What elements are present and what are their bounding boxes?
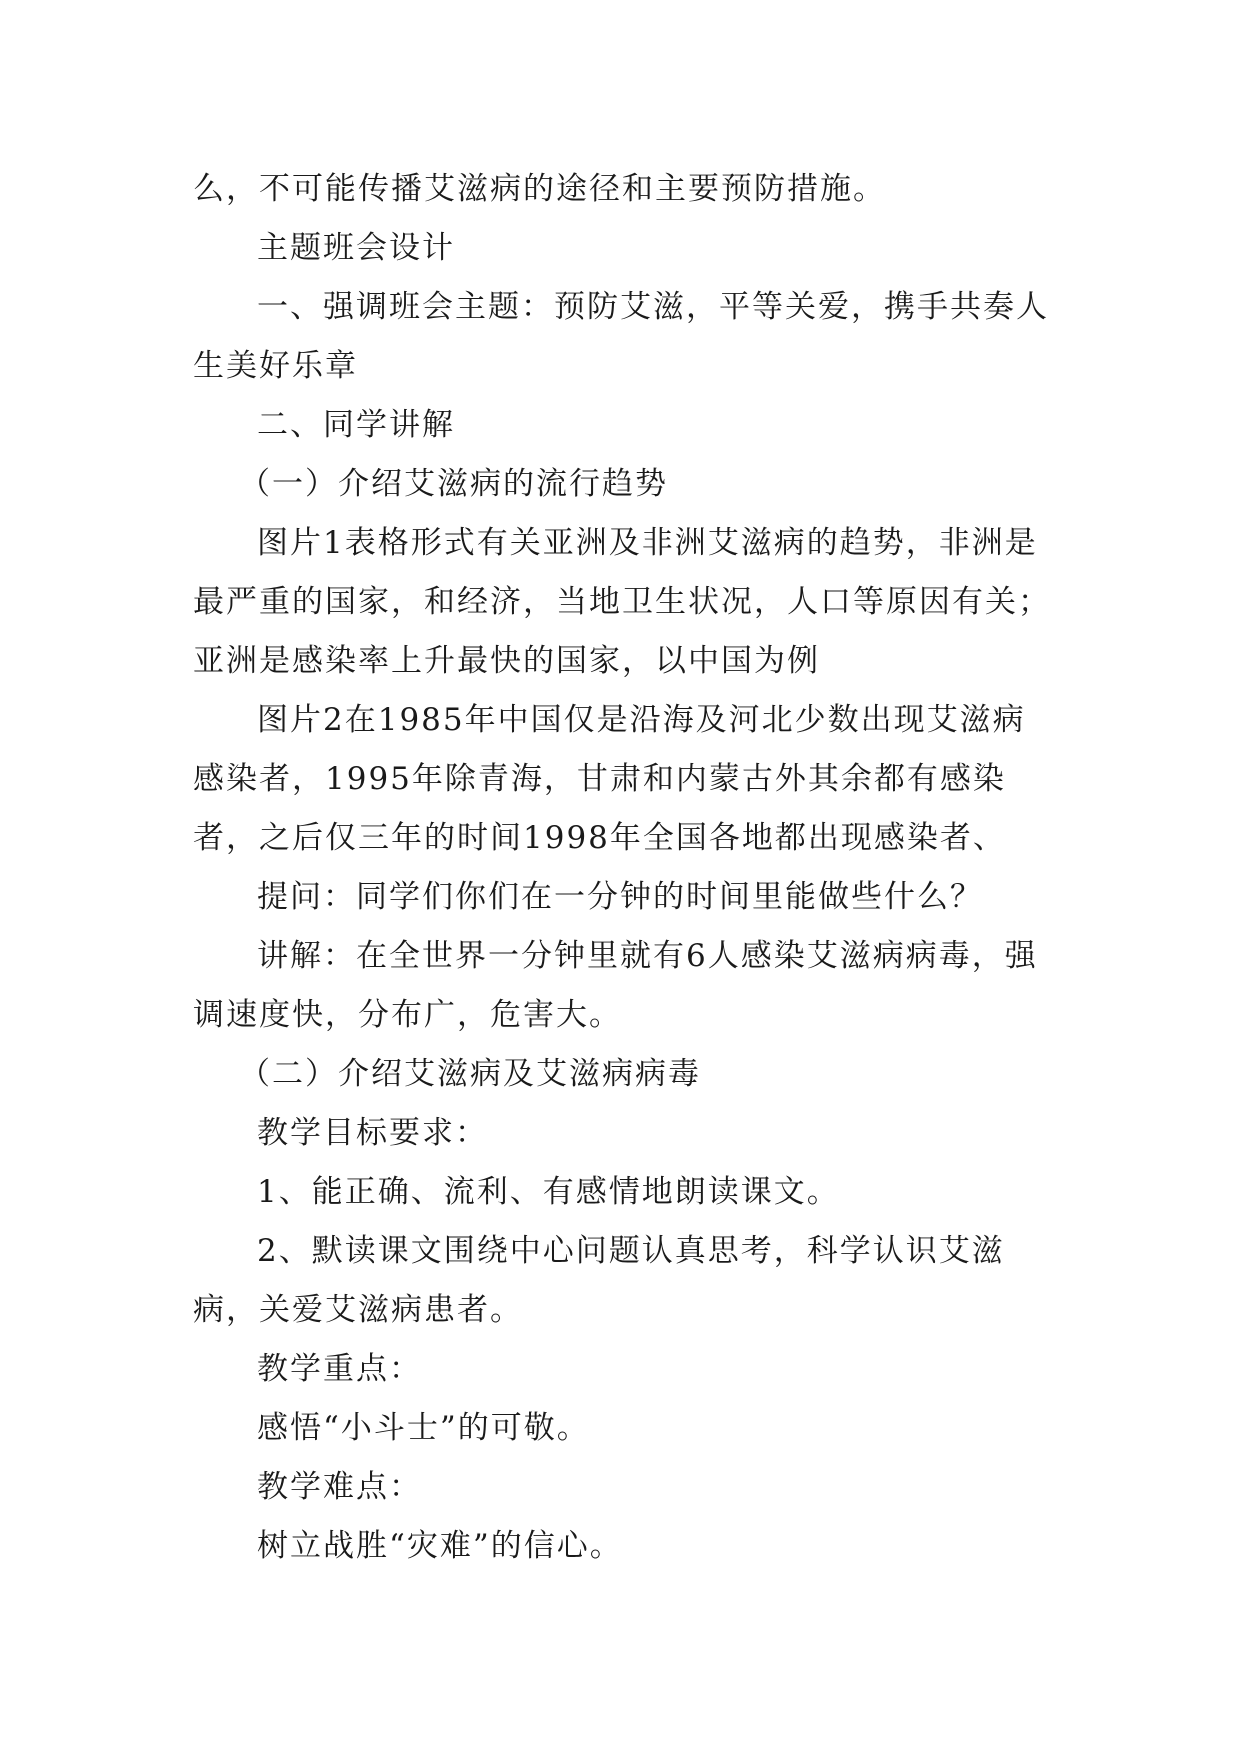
- section-one-theme: 一、强调班会主题：预防艾滋，平等关爱，携手共奏人生美好乐章: [193, 289, 1049, 384]
- section-two-student-explanation: 二、同学讲解: [257, 407, 455, 443]
- paragraph-picture-2: 图片2在1985年中国仅是沿海及河北少数出现艾滋病感染者，1995年除青海，甘肃和内蒙古外其余都有感染者，之后仅三年的时间1998年全国各地都出现感染者、: [193, 702, 1026, 856]
- heading-teaching-goals: 教学目标要求：: [257, 1115, 488, 1151]
- paragraph-picture-1: 图片1表格形式有关亚洲及非洲艾滋病的趋势，非洲是最严重的国家，和经济，当地卫生状况，人口等原因有关；亚洲是感染率上升最快的国家，以中国为例: [193, 525, 1051, 679]
- heading-class-meeting-design: 主题班会设计: [257, 230, 455, 266]
- heading-teaching-difficulty: 教学难点：: [257, 1469, 422, 1505]
- heading-teaching-focus: 教学重点：: [257, 1351, 422, 1387]
- subsection-virus-intro: （二）介绍艾滋病及艾滋病病毒: [239, 1056, 701, 1092]
- teaching-difficulty-text: 树立战胜“灾难”的信心。: [257, 1528, 623, 1564]
- goal-item-2: 2、默读课文围绕中心问题认真思考，科学认识艾滋病，关爱艾滋病患者。: [193, 1233, 1005, 1328]
- paragraph-question: 提问：同学们你们在一分钟的时间里能做些什么？: [257, 879, 983, 915]
- goal-item-1: 1、能正确、流利、有感情地朗读课文。: [257, 1174, 840, 1210]
- subsection-trend: （一）介绍艾滋病的流行趋势: [239, 466, 668, 502]
- paragraph-explanation: 讲解：在全世界一分钟里就有6人感染艾滋病病毒，强调速度快，分布广，危害大。: [193, 938, 1038, 1033]
- paragraph-continuation: 么，不可能传播艾滋病的途径和主要预防措施。: [193, 171, 886, 207]
- teaching-focus-text: 感悟“小斗士”的可敬。: [257, 1410, 590, 1446]
- document-body: [193, 160, 1053, 1576]
